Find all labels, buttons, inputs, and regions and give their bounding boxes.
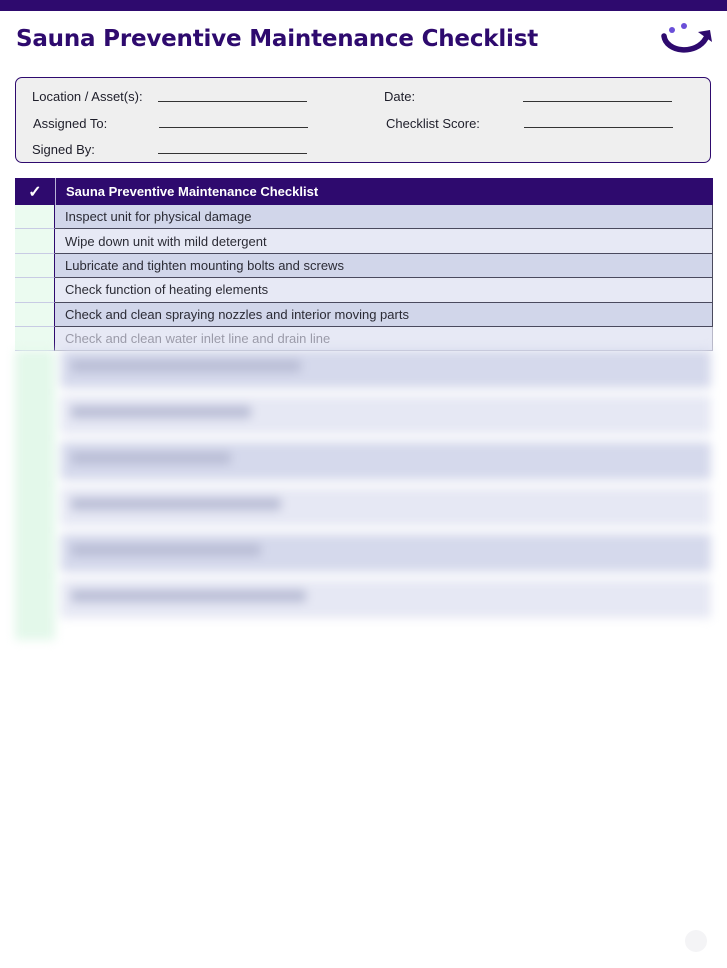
score-label: Checklist Score: xyxy=(386,116,480,131)
smile-arrow-icon xyxy=(660,20,716,60)
location-field[interactable] xyxy=(158,101,307,102)
checkbox[interactable] xyxy=(15,254,55,278)
checklist-item: Inspect unit for physical damage xyxy=(55,205,713,229)
checklist-row xyxy=(15,229,713,253)
checkbox[interactable] xyxy=(15,303,55,327)
checkbox[interactable] xyxy=(15,278,55,302)
checklist-row xyxy=(15,254,713,278)
blurred-preview-overlay xyxy=(15,350,713,650)
checklist-row xyxy=(15,278,713,302)
checkbox[interactable] xyxy=(15,327,55,351)
watermark-badge xyxy=(685,930,707,952)
checkbox[interactable] xyxy=(15,205,55,229)
signed-field[interactable] xyxy=(158,153,307,154)
checklist-header xyxy=(15,178,713,205)
checklist-item: Wipe down unit with mild detergent xyxy=(55,229,713,253)
date-label: Date: xyxy=(384,89,416,104)
date-field[interactable] xyxy=(523,101,672,102)
assigned-label: Assigned To: xyxy=(33,116,108,131)
checklist-item: Check function of heating elements xyxy=(55,278,713,302)
checklist-table xyxy=(15,178,713,351)
checklist-row xyxy=(15,303,713,327)
page-title: Sauna Preventive Maintenance Checklist xyxy=(16,26,539,52)
check-column-icon: ✓ xyxy=(15,178,56,205)
score-field[interactable] xyxy=(524,127,673,128)
top-accent-bar xyxy=(0,0,727,11)
assigned-field[interactable] xyxy=(159,127,308,128)
checklist-item: Check and clean water inlet line and drain line xyxy=(55,327,713,351)
checkbox[interactable] xyxy=(15,229,55,253)
checklist-item: Lubricate and tighten mounting bolts and screws xyxy=(55,254,713,278)
checklist-item: Check and clean spraying nozzles and interior moving parts xyxy=(55,303,713,327)
info-form xyxy=(15,77,711,163)
checklist-heading: Sauna Preventive Maintenance Checklist xyxy=(66,184,319,199)
signed-label: Signed By: xyxy=(32,142,95,157)
location-label: Location / Asset(s): xyxy=(32,89,143,104)
checklist-row xyxy=(15,327,713,351)
checklist-row xyxy=(15,205,713,229)
